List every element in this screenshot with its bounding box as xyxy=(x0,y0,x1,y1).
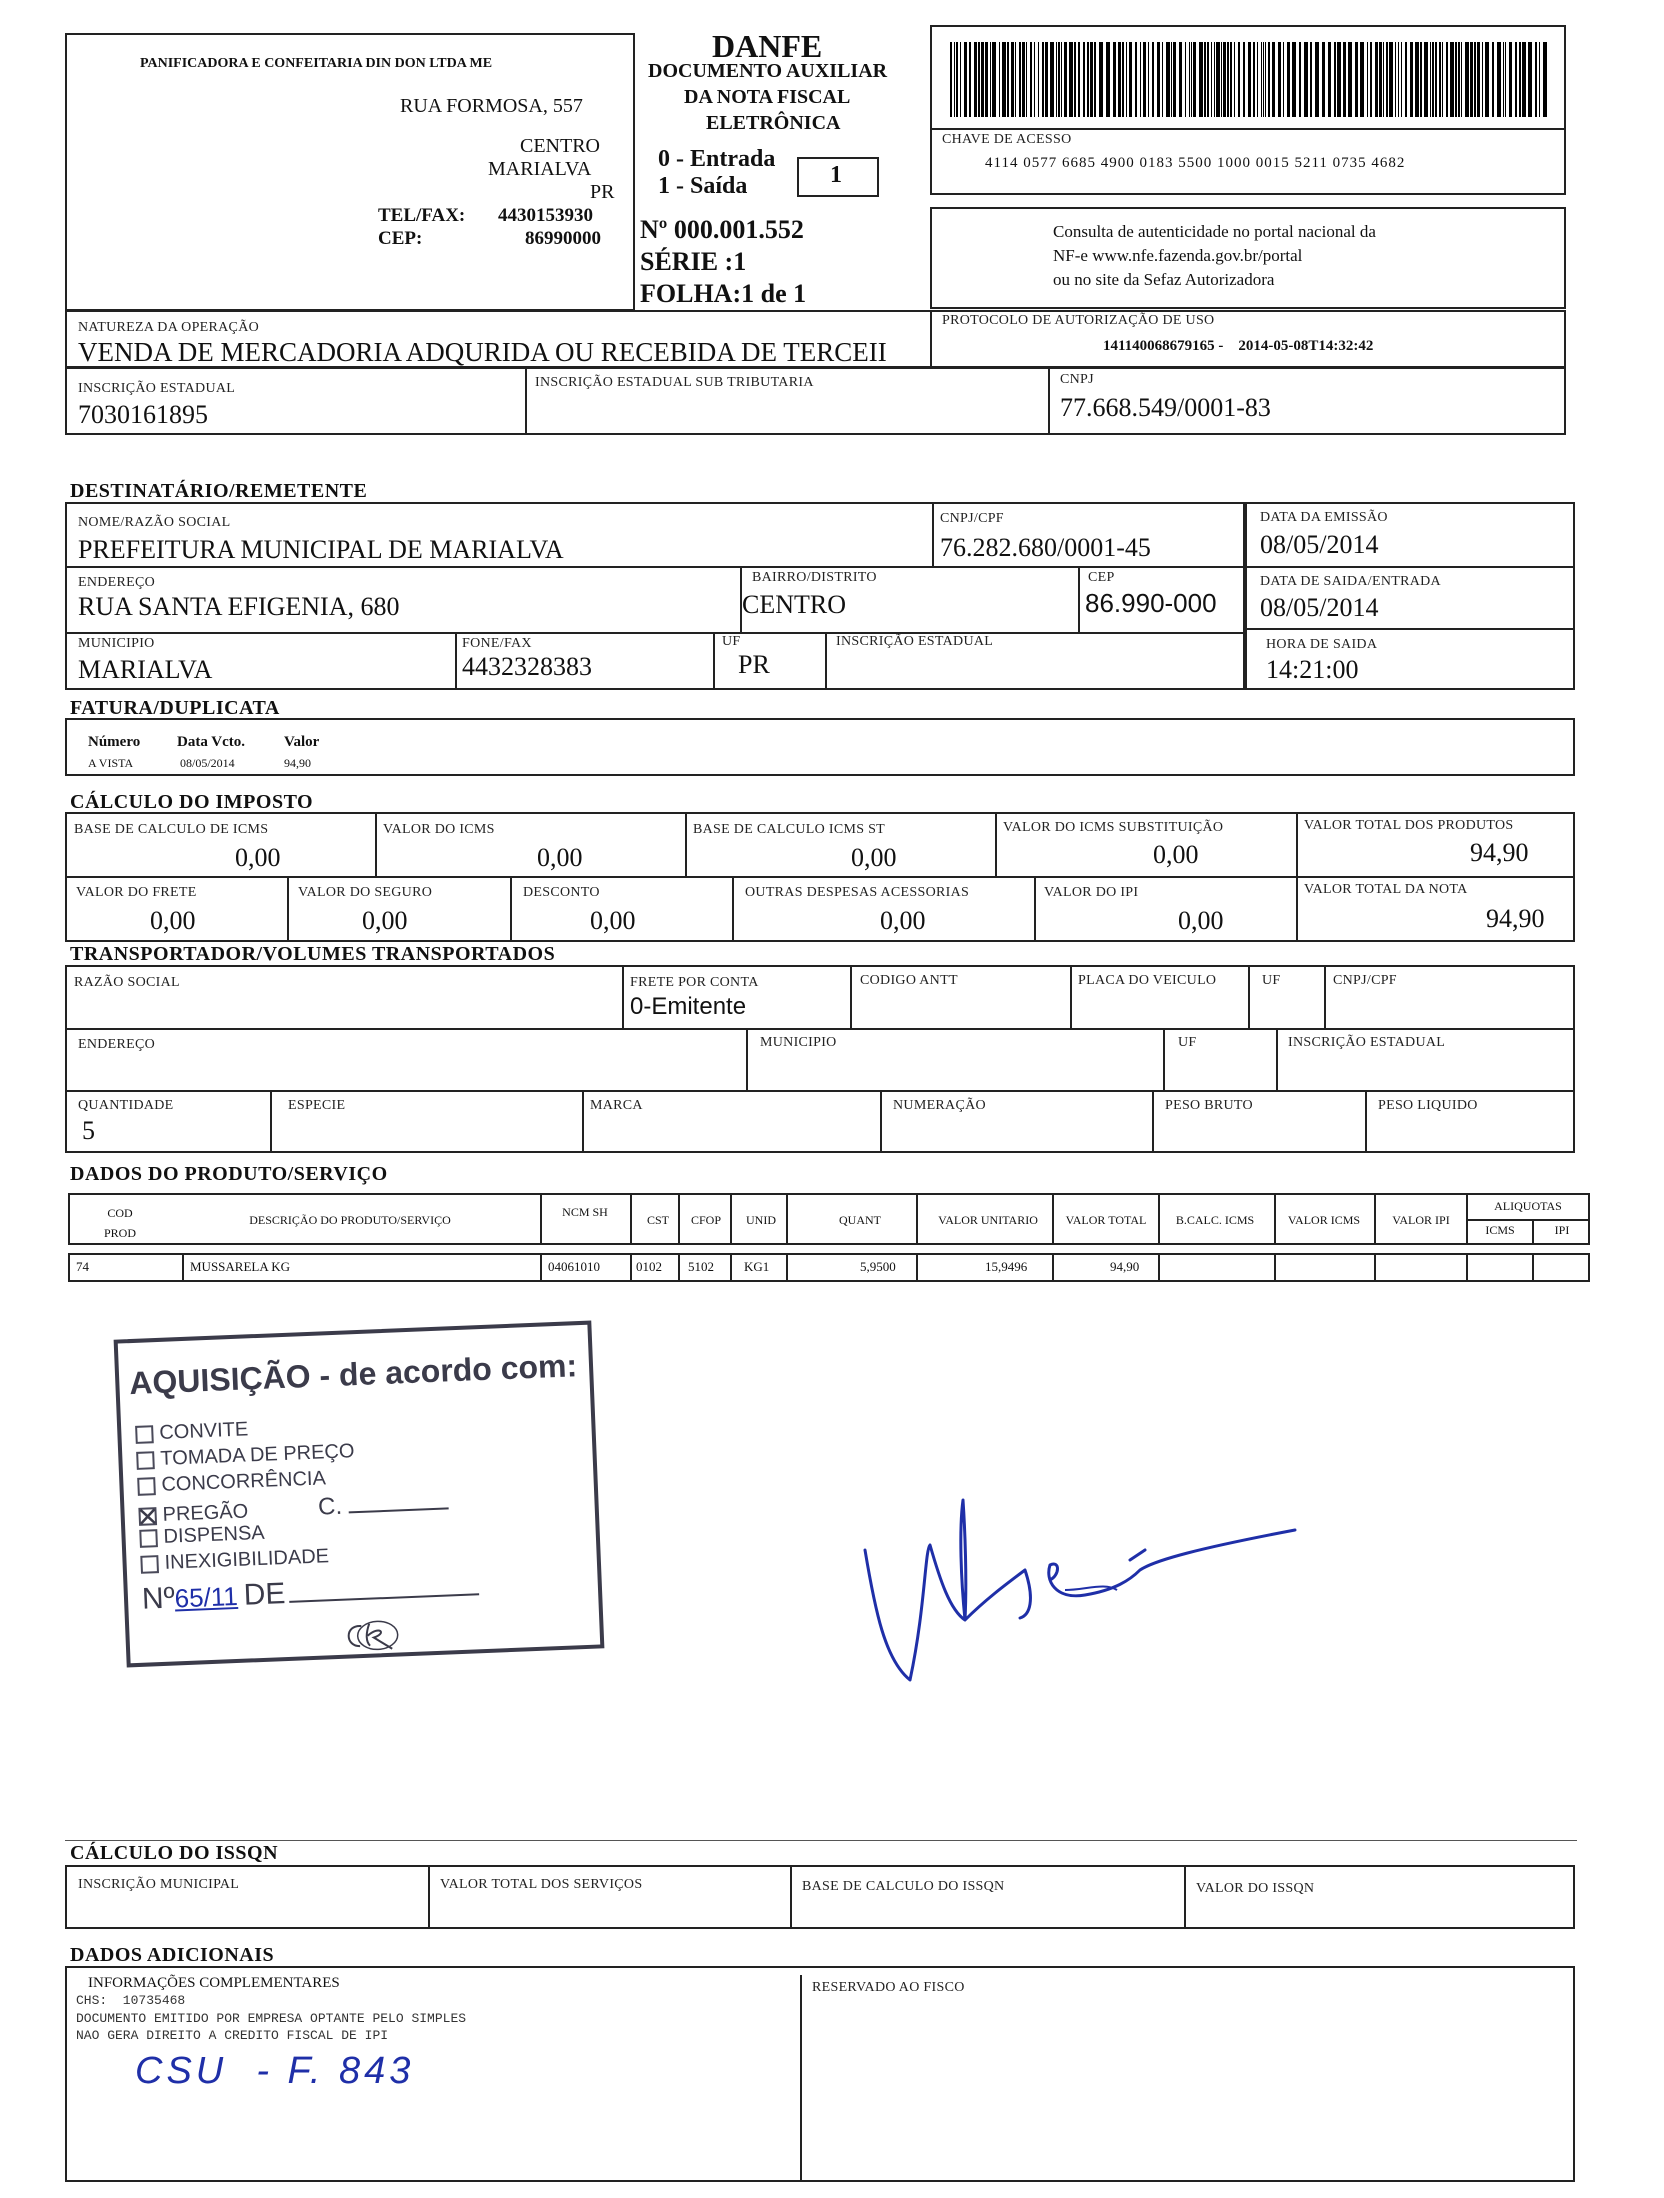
trans-peso-bruto-label: PESO BRUTO xyxy=(1165,1098,1253,1113)
dest-vline-uf xyxy=(713,632,715,690)
dest-hline-2 xyxy=(65,632,1245,634)
issqn-top-rule xyxy=(65,1840,1577,1841)
danfe-title: DANFE xyxy=(712,28,823,64)
prod-h-ncm: NCM SH xyxy=(562,1205,608,1219)
prod-hcol-8 xyxy=(1158,1193,1160,1245)
imp-v5 xyxy=(287,876,289,942)
emitente-cidade: MARIALVA xyxy=(488,158,592,180)
imp-frete-label: VALOR DO FRETE xyxy=(76,885,197,900)
imp-ipi-label: VALOR DO IPI xyxy=(1044,885,1139,900)
dest-fone: 4432328383 xyxy=(462,652,592,681)
stamp-checked-icon xyxy=(138,1507,157,1526)
dest-endereco-label: ENDEREÇO xyxy=(78,575,156,590)
prod-rcol-11 xyxy=(1374,1253,1376,1282)
fatura-data: 08/05/2014 xyxy=(180,756,235,770)
datas-hline-2 xyxy=(1245,628,1575,630)
stamp-checkbox-icon xyxy=(139,1529,158,1548)
imp-valor-icms-label: VALOR DO ICMS xyxy=(383,822,495,837)
trans-placa-label: PLACA DO VEICULO xyxy=(1078,973,1217,988)
imp-outras-label: OUTRAS DESPESAS ACESSORIAS xyxy=(745,885,970,900)
prod-cod: 74 xyxy=(76,1259,89,1274)
handwritten-note: CSU - F. 843 xyxy=(135,2050,415,2092)
dest-data-saida: 08/05/2014 xyxy=(1260,593,1379,622)
danfe-numero: Nº 000.001.552 xyxy=(640,215,804,244)
danfe-serie: SÉRIE :1 xyxy=(640,247,747,276)
prod-rcol-3 xyxy=(630,1253,632,1282)
prod-aliq-hline xyxy=(1466,1219,1590,1221)
prod-hcol-1 xyxy=(540,1193,542,1245)
trans-municipio-label: MUNICIPIO xyxy=(760,1035,837,1050)
imp-base-icms-label: BASE DE CALCULO DE ICMS xyxy=(74,822,269,837)
prod-rcol-5 xyxy=(730,1253,732,1282)
trans-peso-liquido-label: PESO LIQUIDO xyxy=(1378,1098,1478,1113)
prod-vunit: 15,9496 xyxy=(985,1259,1028,1274)
stamp-checkbox-icon xyxy=(136,1451,155,1470)
trans-v3 xyxy=(1070,965,1072,1028)
chave-label: CHAVE DE ACESSO xyxy=(942,132,1072,147)
ie-divider-1 xyxy=(525,367,527,435)
dest-vline-fone xyxy=(455,632,457,690)
info-line3: NAO GERA DIREITO A CREDITO FISCAL DE IPI xyxy=(76,2028,389,2043)
fatura-section: FATURA/DUPLICATA xyxy=(70,697,280,719)
prod-rcol-2 xyxy=(540,1253,542,1282)
issqn-section: CÁLCULO DO ISSQN xyxy=(70,1842,279,1864)
stamp-numero-handwritten: 65/11 xyxy=(174,1580,239,1614)
imp-desconto-label: DESCONTO xyxy=(523,885,600,900)
trans-qtd: 5 xyxy=(82,1116,95,1145)
chave-value: 4114 0577 6685 4900 0183 5500 1000 0015 5211 0735 4682 xyxy=(985,155,1406,171)
trans-hline-1 xyxy=(65,1028,1575,1030)
stamp-opt-label: PREGÃO xyxy=(162,1500,249,1526)
datas-hline-1 xyxy=(1245,566,1575,568)
prod-rcol-4 xyxy=(678,1253,680,1282)
stamp-checkbox-icon xyxy=(135,1425,154,1444)
prod-hcol-6 xyxy=(916,1193,918,1245)
cnpj-value: 77.668.549/0001-83 xyxy=(1060,393,1271,422)
trans-cnpj-label: CNPJ/CPF xyxy=(1333,973,1397,988)
trans-especie-label: ESPECIE xyxy=(288,1098,346,1113)
prod-unid: KG1 xyxy=(744,1259,770,1274)
dest-hline-1 xyxy=(65,566,1245,568)
produtos-section: DADOS DO PRODUTO/SERVIÇO xyxy=(70,1163,388,1185)
prod-hcol-4 xyxy=(730,1193,732,1245)
imp-v1 xyxy=(375,812,377,876)
prod-h-aliq: ALIQUOTAS xyxy=(1494,1199,1562,1213)
imp-v2 xyxy=(685,812,687,876)
trans-v6 xyxy=(746,1028,748,1090)
prod-h-bcalc: B.CALC. ICMS xyxy=(1175,1213,1255,1227)
imp-valor-st-label: VALOR DO ICMS SUBSTITUIÇÃO xyxy=(1003,820,1224,835)
ie-value: 7030161895 xyxy=(78,400,208,429)
trans-v10 xyxy=(582,1090,584,1153)
trans-uf-label: UF xyxy=(1262,973,1281,988)
emitente-bairro: CENTRO xyxy=(520,135,600,157)
info-line2: DOCUMENTO EMITIDO POR EMPRESA OPTANTE PELO SIMPLES xyxy=(76,2011,467,2026)
prod-h-desc: DESCRIÇÃO DO PRODUTO/SERVIÇO xyxy=(249,1213,451,1227)
imp-v6 xyxy=(510,876,512,942)
fatura-valor: 94,90 xyxy=(284,756,311,770)
emitente-uf: PR xyxy=(590,181,615,203)
dest-vline-cep xyxy=(1078,566,1080,632)
stamp-numero-line xyxy=(141,1569,480,1617)
cnpj-label: CNPJ xyxy=(1060,372,1094,387)
trans-v7 xyxy=(1163,1028,1165,1090)
issqn-im-label: INSCRIÇÃO MUNICIPAL xyxy=(78,1877,240,1892)
emitente-endereco: RUA FORMOSA, 557 xyxy=(400,95,583,117)
trans-marca-label: MARCA xyxy=(590,1098,643,1113)
imp-seguro: 0,00 xyxy=(362,906,408,935)
prod-rcol-7 xyxy=(916,1253,918,1282)
danfe-entrada: 0 - Entrada xyxy=(658,146,776,172)
imp-v8 xyxy=(1034,876,1036,942)
adicionais-divider xyxy=(800,1975,802,2182)
prod-hcol-12 xyxy=(1532,1219,1534,1245)
stamp-title: AQUISIÇÃO - de acordo com: xyxy=(128,1347,578,1402)
imposto-hline xyxy=(65,876,1575,878)
consulta-line2: NF-e www.nfe.fazenda.gov.br/portal xyxy=(1053,246,1303,265)
issqn-v3 xyxy=(1184,1865,1186,1929)
imp-v4 xyxy=(1296,812,1298,942)
prod-h-aliq-ipi: IPI xyxy=(1554,1223,1570,1237)
consulta-line1: Consulta de autenticidade no portal nacional da xyxy=(1053,222,1376,241)
protocolo-label: PROTOCOLO DE AUTORIZAÇÃO DE USO xyxy=(942,313,1215,328)
prod-rcol-13 xyxy=(1532,1253,1534,1282)
emitente-cep-label: CEP: xyxy=(378,228,423,249)
stamp-opt-concorrencia xyxy=(137,1467,326,1498)
prod-cfop: 5102 xyxy=(688,1259,714,1274)
imp-base-st-label: BASE DE CALCULO ICMS ST xyxy=(693,822,886,837)
trans-v11 xyxy=(880,1090,882,1153)
dest-nome: PREFEITURA MUNICIPAL DE MARIALVA xyxy=(78,535,564,564)
stamp-opt-inexigibilidade xyxy=(140,1545,329,1576)
prod-h-vtotal: VALOR TOTAL xyxy=(1065,1213,1147,1227)
prod-h-unid: UNID xyxy=(746,1213,776,1227)
prod-hcol-5 xyxy=(786,1193,788,1245)
trans-v2 xyxy=(850,965,852,1028)
prod-cst: 0102 xyxy=(636,1259,662,1274)
prod-h-quant: QUANT xyxy=(839,1213,881,1227)
prod-desc: MUSSARELA KG xyxy=(190,1259,291,1274)
fatura-numero: A VISTA xyxy=(88,756,134,770)
dest-cep: 86.990-000 xyxy=(1085,588,1217,618)
emitente-cep: 86990000 xyxy=(525,228,601,249)
imp-valor-icms: 0,00 xyxy=(537,843,583,872)
ie-label: INSCRIÇÃO ESTADUAL xyxy=(78,381,236,396)
dest-municipio: MARIALVA xyxy=(78,655,213,684)
stamp-numero-prefix: Nº xyxy=(141,1581,176,1616)
trans-numeracao-label: NUMERAÇÃO xyxy=(893,1098,986,1113)
ie-row xyxy=(65,367,1566,435)
fatura-h-data: Data Vcto. xyxy=(177,734,246,750)
trans-frete: 0-Emitente xyxy=(630,993,747,1020)
stamp-checkbox-icon xyxy=(137,1477,156,1496)
trans-ie-label: INSCRIÇÃO ESTADUAL xyxy=(1288,1035,1446,1050)
prod-hcol-7 xyxy=(1052,1193,1054,1245)
danfe-subtitle-3: ELETRÔNICA xyxy=(706,112,841,134)
stamp-opt-label: CONCORRÊNCIA xyxy=(161,1467,327,1496)
prod-quant: 5,9500 xyxy=(860,1259,896,1274)
danfe-subtitle-2: DA NOTA FISCAL xyxy=(684,86,851,108)
stamp-opt-extra: C. xyxy=(317,1492,343,1521)
prod-rcol-8 xyxy=(1052,1253,1054,1282)
danfe-saida: 1 - Saída xyxy=(658,173,748,199)
stamp-opt-label: TOMADA DE PREÇO xyxy=(159,1440,355,1470)
trans-v12 xyxy=(1152,1090,1154,1153)
issqn-v2 xyxy=(790,1865,792,1929)
trans-v1 xyxy=(622,965,624,1028)
imp-valor-st: 0,00 xyxy=(1153,840,1199,869)
fisco-label: RESERVADO AO FISCO xyxy=(812,1980,965,1995)
imp-total-prod: 94,90 xyxy=(1470,838,1529,867)
fatura-h-numero: Número xyxy=(88,734,141,750)
stamp-opt-dispensa xyxy=(139,1522,265,1550)
trans-v9 xyxy=(270,1090,272,1153)
stamp-initials xyxy=(339,1614,411,1657)
imp-outras: 0,00 xyxy=(880,906,926,935)
protocolo-value: 141140068679165 - 2014-05-08T14:32:42 xyxy=(1103,338,1374,354)
dest-uf: PR xyxy=(738,650,770,679)
danfe-tipo: 1 xyxy=(830,162,842,188)
dest-uf-label: UF xyxy=(722,634,741,649)
issqn-base-label: BASE DE CALCULO DO ISSQN xyxy=(802,1879,1005,1894)
dest-data-emissao-label: DATA DA EMISSÃO xyxy=(1260,510,1388,525)
prod-h-vicms: VALOR ICMS xyxy=(1287,1213,1361,1227)
dest-cep-label: CEP xyxy=(1088,570,1115,585)
produtos-row-box xyxy=(68,1253,1590,1282)
prod-rcol-1 xyxy=(182,1253,184,1282)
signature xyxy=(855,1490,1305,1720)
dest-data-emissao: 08/05/2014 xyxy=(1260,530,1379,559)
dest-vline-ie xyxy=(825,632,827,690)
dest-vline-cnpj xyxy=(932,502,934,566)
stamp-de: DE xyxy=(243,1577,287,1612)
trans-v4 xyxy=(1248,965,1250,1028)
dest-municipio-label: MUNICIPIO xyxy=(78,636,155,651)
imposto-section: CÁLCULO DO IMPOSTO xyxy=(70,791,314,813)
dest-hora-label: HORA DE SAIDA xyxy=(1266,637,1378,652)
trans-antt-label: CODIGO ANTT xyxy=(860,973,958,988)
imp-v7 xyxy=(732,876,734,942)
imp-total-nota: 94,90 xyxy=(1486,904,1545,933)
imp-base-icms: 0,00 xyxy=(235,843,281,872)
info-line1: CHS: 10735468 xyxy=(76,1993,186,2008)
dest-nome-label: NOME/RAZÃO SOCIAL xyxy=(78,515,231,530)
prod-rcol-9 xyxy=(1158,1253,1160,1282)
prod-h-cfop: CFOP xyxy=(690,1213,722,1227)
prod-h-vunit: VALOR UNITARIO xyxy=(938,1213,1038,1227)
danfe-folha: FOLHA:1 de 1 xyxy=(640,279,807,308)
stamp-opt-label: CONVITE xyxy=(158,1418,249,1444)
prod-h-cod: COD PROD xyxy=(103,1206,136,1240)
natureza-divider xyxy=(930,310,932,368)
imp-total-prod-label: VALOR TOTAL DOS PRODUTOS xyxy=(1304,818,1514,833)
dest-endereco: RUA SANTA EFIGENIA, 680 xyxy=(78,592,400,621)
trans-razao-label: RAZÃO SOCIAL xyxy=(74,975,180,990)
imp-ipi: 0,00 xyxy=(1178,906,1224,935)
ie-st-label: INSCRIÇÃO ESTADUAL SUB TRIBUTARIA xyxy=(535,375,814,390)
imp-base-st: 0,00 xyxy=(851,843,897,872)
stamp-opt-convite xyxy=(135,1418,249,1446)
trans-v13 xyxy=(1365,1090,1367,1153)
natureza-label: NATUREZA DA OPERAÇÃO xyxy=(78,320,260,335)
issqn-v1 xyxy=(428,1865,430,1929)
prod-hcol-2 xyxy=(630,1193,632,1245)
destinatario-section: DESTINATÁRIO/REMETENTE xyxy=(70,480,368,502)
prod-hcol-9 xyxy=(1274,1193,1276,1245)
prod-h-vipi: VALOR IPI xyxy=(1392,1213,1450,1227)
consulta-line3: ou no site da Sefaz Autorizadora xyxy=(1053,270,1275,289)
emitente-nome: PANIFICADORA E CONFEITARIA DIN DON LTDA ME xyxy=(140,56,493,71)
dest-bairro-label: BAIRRO/DISTRITO xyxy=(752,570,877,585)
prod-rcol-10 xyxy=(1274,1253,1276,1282)
fatura-h-valor: Valor xyxy=(284,734,320,750)
prod-vtotal: 94,90 xyxy=(1110,1259,1140,1274)
trans-uf2-label: UF xyxy=(1178,1035,1197,1050)
prod-ncm: 04061010 xyxy=(548,1259,600,1274)
chave-divider xyxy=(930,128,1566,130)
trans-frete-label: FRETE POR CONTA xyxy=(630,975,759,990)
prod-h-cst: CST xyxy=(646,1213,669,1227)
issqn-vts-label: VALOR TOTAL DOS SERVIÇOS xyxy=(440,1877,643,1892)
issqn-box xyxy=(65,1865,1575,1929)
dest-data-saida-label: DATA DE SAIDA/ENTRADA xyxy=(1260,574,1441,589)
prod-hcol-11 xyxy=(1466,1193,1468,1245)
imp-frete: 0,00 xyxy=(150,906,196,935)
trans-qtd-label: QUANTIDADE xyxy=(78,1098,174,1113)
stamp-checkbox-icon xyxy=(140,1555,159,1574)
issqn-valor-label: VALOR DO ISSQN xyxy=(1196,1881,1315,1896)
transportador-box xyxy=(65,965,1575,1153)
dest-cnpj-label: CNPJ/CPF xyxy=(940,511,1004,526)
dest-ie-label: INSCRIÇÃO ESTADUAL xyxy=(836,634,994,649)
imp-v3 xyxy=(995,812,997,876)
trans-endereco-label: ENDEREÇO xyxy=(78,1037,156,1052)
dest-bairro: CENTRO xyxy=(742,590,846,619)
prod-hcol-10 xyxy=(1374,1193,1376,1245)
trans-hline-2 xyxy=(65,1090,1575,1092)
prod-h-aliq-icms: ICMS xyxy=(1485,1223,1515,1237)
prod-rcol-6 xyxy=(786,1253,788,1282)
emitente-tel-label: TEL/FAX: xyxy=(378,205,466,226)
imp-seguro-label: VALOR DO SEGURO xyxy=(298,885,433,900)
stamp-opt-label: INEXIGIBILIDADE xyxy=(164,1545,330,1574)
dest-fone-label: FONE/FAX xyxy=(462,636,532,651)
prod-rcol-12 xyxy=(1466,1253,1468,1282)
transportador-section: TRANSPORTADOR/VOLUMES TRANSPORTADOS xyxy=(70,943,556,965)
dest-hora: 14:21:00 xyxy=(1266,655,1359,684)
adicionais-section: DADOS ADICIONAIS xyxy=(70,1944,275,1966)
ie-divider-2 xyxy=(1048,367,1050,435)
info-label: INFORMAÇÕES COMPLEMENTARES xyxy=(88,1975,340,1991)
dest-cnpj: 76.282.680/0001-45 xyxy=(940,533,1151,562)
danfe-subtitle-1: DOCUMENTO AUXILIAR xyxy=(648,60,888,82)
barcode xyxy=(950,42,1550,117)
trans-v8 xyxy=(1276,1028,1278,1090)
natureza-value: VENDA DE MERCADORIA ADQURIDA OU RECEBIDA DE TERCEII xyxy=(78,337,887,367)
imp-desconto: 0,00 xyxy=(590,906,636,935)
prod-hcol-3 xyxy=(678,1193,680,1245)
trans-v5 xyxy=(1324,965,1326,1028)
stamp-opt-label: DISPENSA xyxy=(163,1521,266,1548)
aquisicao-stamp xyxy=(114,1321,605,1668)
imp-total-nota-label: VALOR TOTAL DA NOTA xyxy=(1304,882,1468,897)
emitente-tel: 4430153930 xyxy=(498,205,593,226)
